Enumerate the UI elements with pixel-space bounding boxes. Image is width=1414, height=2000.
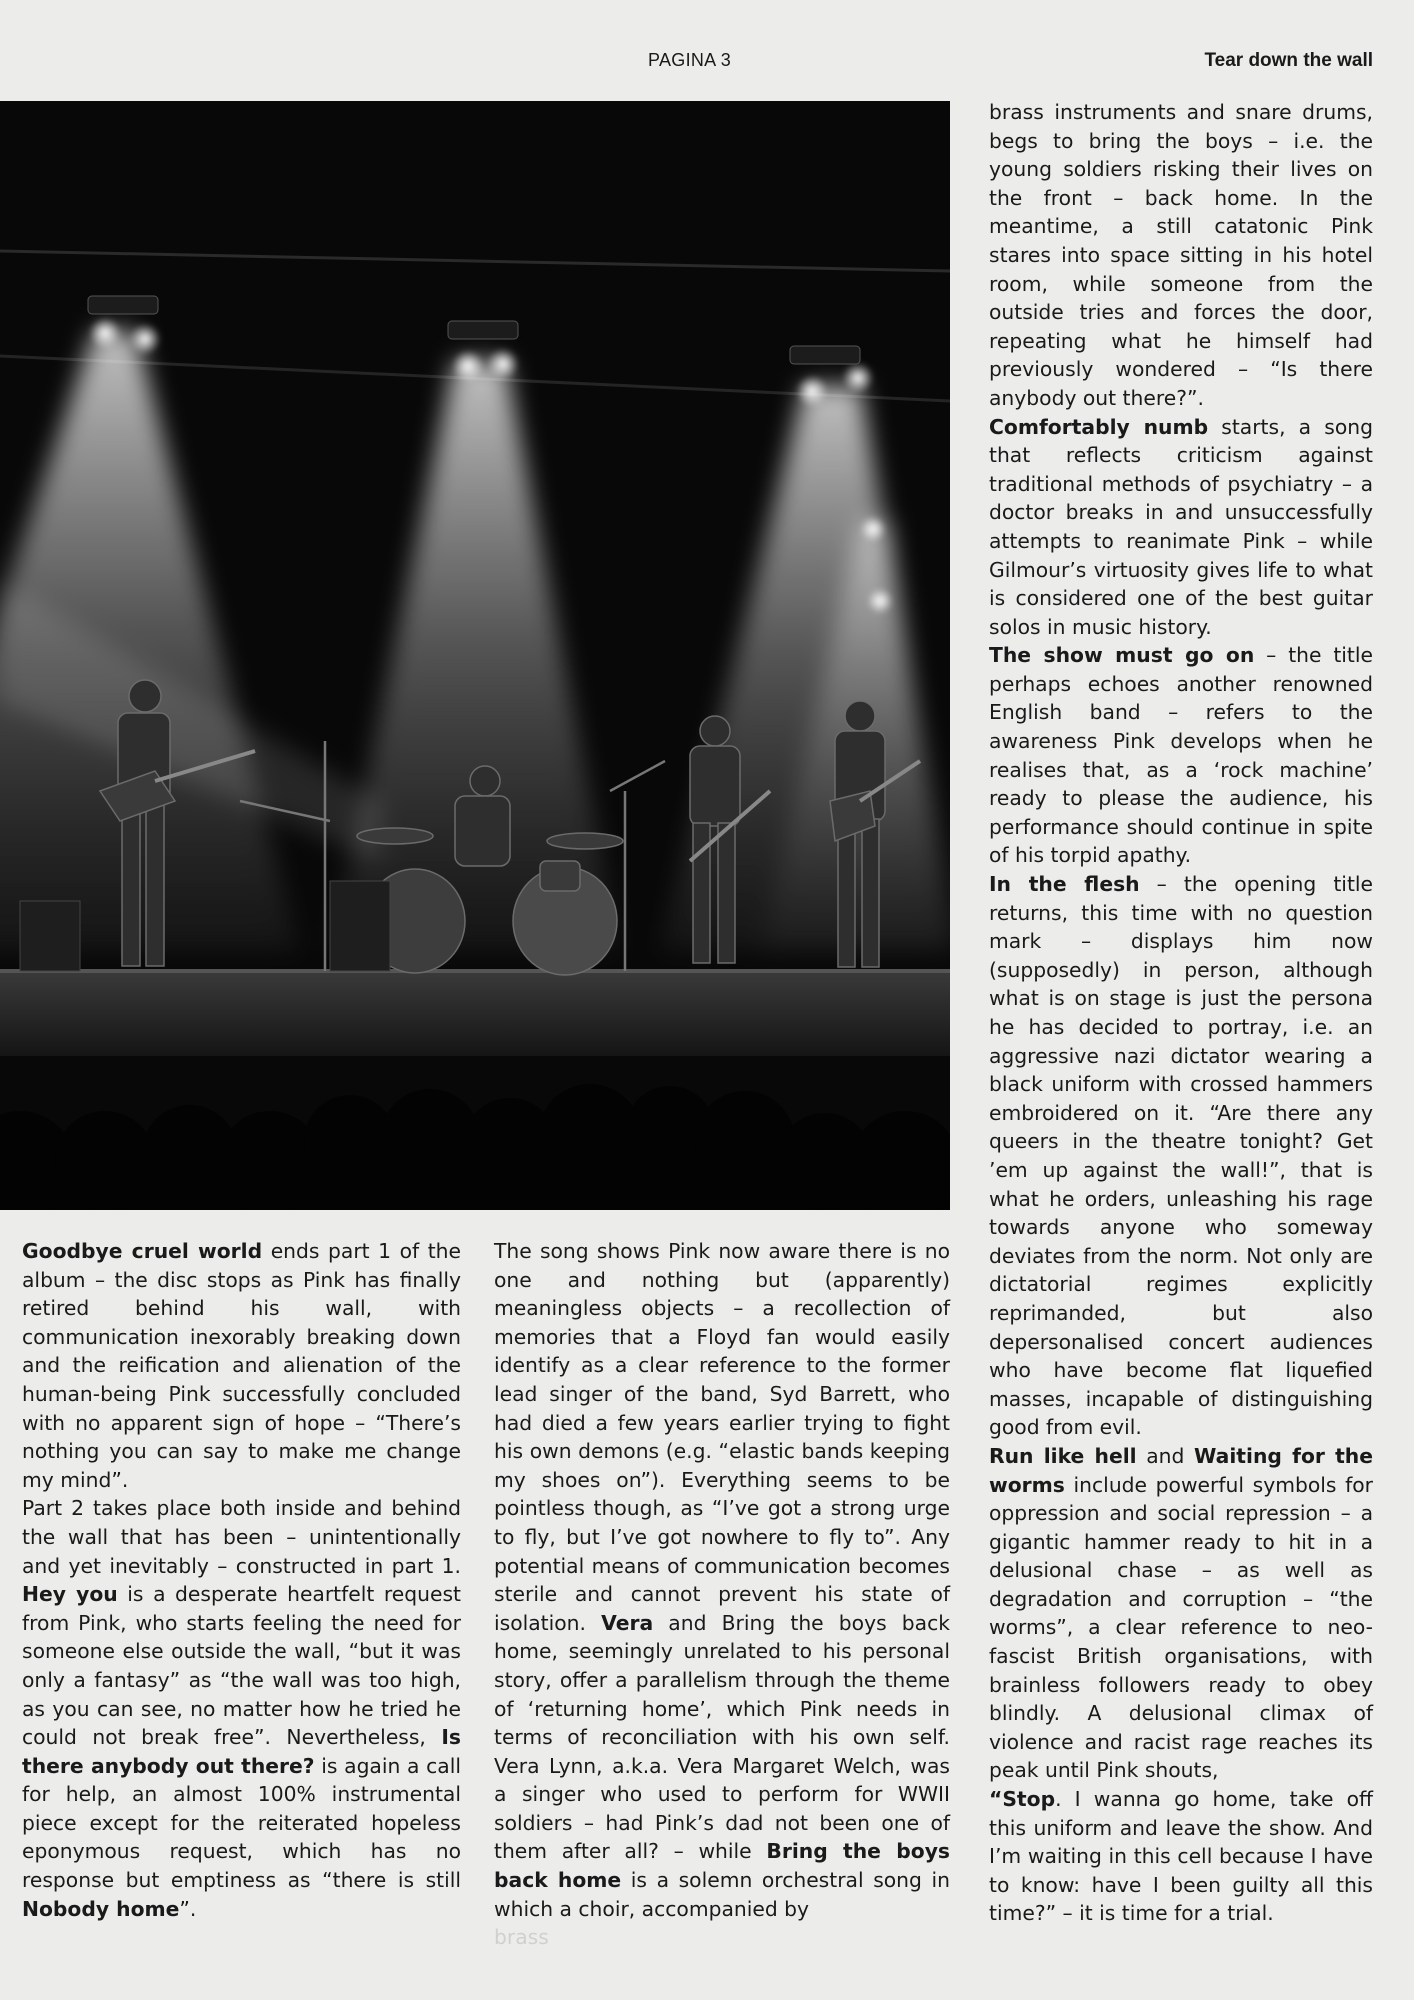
paragraph: Comfortably numb starts, a song that reflects criticism against traditional methods of psychiatry – a doctor breaks in and unsuccessfully attempts to reanimate Pink – while Gilmour’s virtuosity gives life to what is considered one of the best guitar solos in music history. [989, 414, 1373, 639]
song-title: Run like hell [989, 1443, 1137, 1468]
song-title: Goodbye cruel world [22, 1239, 263, 1263]
concert-photo [0, 101, 950, 1210]
paragraph: In the flesh – the opening title returns, this time with no question mark – displays him now (supposedly) in person, although what is on stage is just the persona he has decided to portray, i.e. an aggressive nazi dictator wearing a black uniform with crossed hammers embroidered on it. “Are there any queers in the theatre tonight? Get ’em up against the wall!”, that is what he orders, unleashing his rage towards anyone who someway deviates from the norm. Not only are dictatorial regimes explicitly reprimanded, but also depersonalised concert audiences who have become flat liquefied masses, incapable of distinguishing good from evil. [989, 872, 1374, 1440]
text-column-left [22, 1237, 461, 1923]
running-title: Tear down the wall [1204, 50, 1373, 71]
paragraph: Goodbye cruel world ends part 1 of the album – the disc stops as Pink has finally retired behind his wall, with communication inexorably breaking down and the reification and alienation of the human-being Pink successfully concluded with no apparent sign of hope – “There’s nothing you can say to make me change my mind”. [22, 1239, 461, 1492]
song-title: Vera [601, 1610, 654, 1635]
paragraph: The show must go on – the title perhaps echoes another renowned English band – refers to the awareness Pink develops when he realises that, as a ‘rock machine’ ready to please the audience, his performance should continue in spite of his torpid apathy. [989, 643, 1373, 868]
song-title: Nobody home [22, 1896, 180, 1921]
text-column-right [989, 98, 1373, 1928]
paragraph: Part 2 takes place both inside and behind the wall that has been – unintentionally and yet inevitably – constructed in part 1. Hey you is a desperate heartfelt request from Pink, who starts feeling the need for someone else outside the wall, “but it was only a fantasy” as “the wall was too high, as you can see, no matter how he tried he could not break free”. Nevertheless, Is there anybody out there? is again a call for help, an almost 100% instrumental piece except for the reiterated hopeless eponymous request, which has no response but emptiness as “there is still Nobody home”. [22, 1496, 462, 1921]
paragraph: brass instruments and snare drums, begs to bring the boys – i.e. the young soldiers risking their lives on the front – back home. In the meantime, a still catatonic Pink stares into space sitting in his hotel room, while someone from the outside tries and forces the door, repeating what he himself had previously wondered – “Is there anybody out there?”. [989, 100, 1373, 410]
song-title: Bring the boys back home [494, 1839, 951, 1893]
paragraph: Run like hell and Waiting for the worms include powerful symbols for oppression and social repression – a gigantic hammer ready to hit in a delusional chase – as well as degradation and corruption – “the worms”, a clear reference to neo-fascist British organisations, with brainless followers ready to obey blindly. A delusional climax of violence and racist rage reaches its peak until Pink shouts, [989, 1443, 1373, 1783]
paragraph: The song shows Pink now aware there is no one and nothing but (apparently) meaningless objects – a recollection of memories that a Floyd fan would easily identify as a clear reference to the former lead singer of the band, Syd Barrett, who had died a few years earlier trying to fight his own demons (e.g. “elastic bands keeping my shoes on”). Everything seems to be pointless though, as “I’ve got a strong urge to fly, but I’ve got nowhere to fly to”. Any potential means of communication becomes sterile and cannot prevent his state of isolation. Vera and Bring the boys back home, seemingly unrelated to his personal story, offer a parallelism through the theme of ‘returning home’, which Pink needs in terms of reconciliation with his own self. Vera Lynn, a.k.a. Vera Margaret Welch, was a singer who used to perform for WWII soldiers – had Pink’s dad not been one of them after all? – while Bring the boys back home is a solemn orchestral song in which a choir, accompanied by brass [494, 1239, 951, 1950]
song-title: In the flesh [989, 872, 1140, 897]
concert-stage-photo-icon [0, 101, 950, 1210]
song-title: Is there anybody out there? [22, 1725, 461, 1778]
song-title: “Stop [989, 1787, 1056, 1812]
song-title: Comfortably numb [989, 414, 1209, 439]
song-title: The show must go on [989, 643, 1255, 668]
paragraph: “Stop. I wanna go home, take off this uniform and leave the show. And I’m waiting in this cell because I have to know: have I been guilty all this time?” – it is time for a trial. [989, 1787, 1373, 1926]
page-number: PAGINA 3 [648, 50, 732, 70]
text-column-middle [494, 1237, 950, 1952]
overflow-text: brass [494, 1925, 549, 1950]
song-title: Hey you [22, 1582, 118, 1607]
song-title: Waiting for the worms [989, 1443, 1373, 1497]
